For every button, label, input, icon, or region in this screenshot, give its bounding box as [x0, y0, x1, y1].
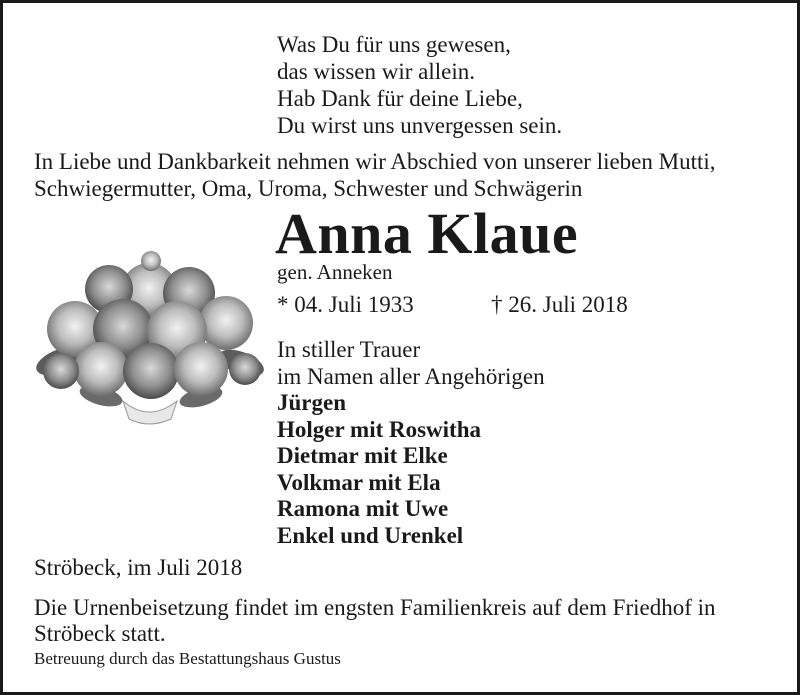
- flower-bouquet-icon: [31, 251, 267, 431]
- mourners-intro-line: im Namen aller Angehörigen: [277, 363, 545, 389]
- family-member: Ramona mit Uwe: [277, 496, 449, 521]
- deceased-name: Anna Klaue: [275, 201, 579, 266]
- mourners-list: [277, 337, 545, 549]
- deceased-nickname: gen. Anneken: [277, 260, 393, 284]
- mourners-intro-line: In stiller Trauer: [277, 337, 421, 362]
- intro-line: Schwiegermutter, Oma, Uroma, Schwester und Schwägerin: [34, 176, 583, 201]
- family-member: Volkmar mit Ela: [277, 469, 441, 495]
- family-member: Jürgen: [277, 390, 346, 415]
- poem-line: Was Du für uns gewesen,: [277, 32, 511, 57]
- farewell-intro: [34, 148, 779, 202]
- poem-line: Hab Dank für deine Liebe,: [277, 86, 523, 111]
- death-date: † 26. Juli 2018: [491, 292, 628, 317]
- family-member: Enkel und Urenkel: [277, 522, 464, 548]
- undertaker-credit: Betreuung durch das Bestattungshaus Gustus: [34, 649, 341, 668]
- memorial-poem: [277, 31, 562, 139]
- family-member: Holger mit Roswitha: [277, 416, 482, 442]
- poem-line: Du wirst uns unvergessen sein.: [277, 113, 563, 138]
- burial-line: Ströbeck statt.: [34, 621, 166, 646]
- place-and-date: Ströbeck, im Juli 2018: [34, 555, 243, 580]
- burial-line: Die Urnenbeisetzung findet im engsten Familienkreis auf dem Friedhof in: [34, 595, 716, 620]
- poem-line: das wissen wir allein.: [277, 59, 476, 84]
- birth-date: * 04. Juli 1933: [277, 292, 414, 317]
- burial-notice: [34, 595, 794, 647]
- family-member: Dietmar mit Elke: [277, 443, 448, 468]
- intro-line: In Liebe und Dankbarkeit nehmen wir Abschied von unserer lieben Mutti,: [34, 149, 716, 174]
